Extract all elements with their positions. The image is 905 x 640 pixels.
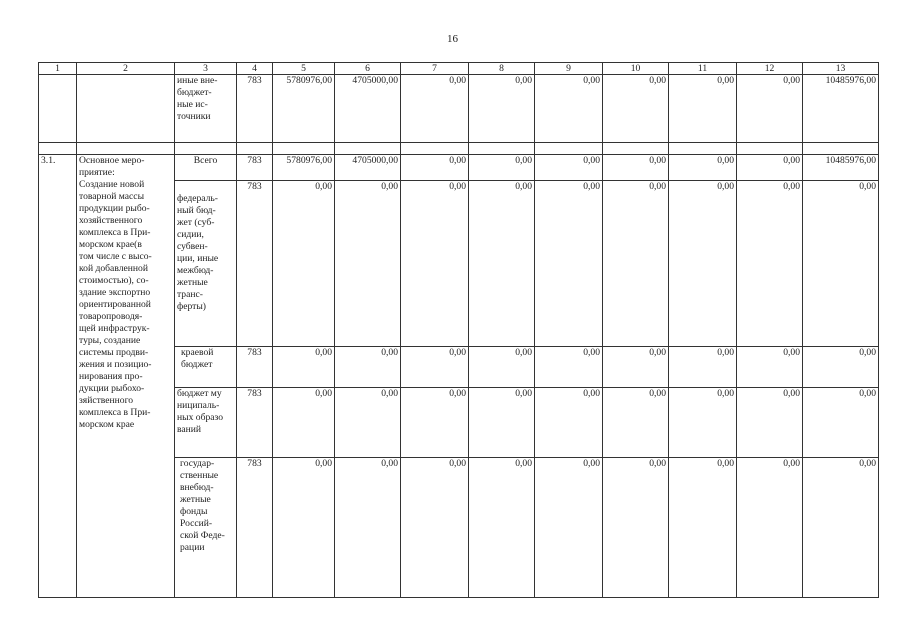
header-cell: 7 (401, 63, 469, 75)
source-cell: Всего (175, 155, 237, 181)
value-cell: 0,00 (803, 347, 879, 388)
section-description: Основное меро- приятие: Создание новой товарной массы продукции рыбо- хозяйственного комплекса в При- морском крае(в том числе с высо- кой добавленной стоимостью), со- здание экспортно ориентированной товаропроводя- щей инфраструк- туры, создание системы продви- жения и позицио- нирования про- дукции рыбохо- зяйственного комплекса в При- морском крае (77, 155, 175, 598)
value-cell: 0,00 (401, 458, 469, 598)
value-cell: 0,00 (335, 181, 401, 347)
header-cell: 1 (39, 63, 77, 75)
value-cell: 5780976,00 (273, 155, 335, 181)
spacer-row (39, 143, 879, 155)
header-cell: 4 (237, 63, 273, 75)
value-cell: 0,00 (669, 155, 737, 181)
value-cell: 0,00 (535, 181, 603, 347)
code-cell: 783 (237, 347, 273, 388)
value-cell: 0,00 (401, 155, 469, 181)
source-cell: государ- ственные внебюд- жетные фонды Россий- ской Феде- рации (175, 458, 237, 598)
value-cell: 0,00 (603, 388, 669, 458)
value-cell: 0,00 (669, 347, 737, 388)
header-cell: 9 (535, 63, 603, 75)
header-cell: 2 (77, 63, 175, 75)
value-cell: 0,00 (401, 347, 469, 388)
code-cell: 783 (237, 155, 273, 181)
code-cell: 783 (237, 458, 273, 598)
code-cell: 783 (237, 75, 273, 143)
value-cell: 0,00 (737, 458, 803, 598)
value-cell: 0,00 (401, 75, 469, 143)
section-index: 3.1. (39, 155, 77, 598)
value-cell: 0,00 (535, 388, 603, 458)
page-number: 16 (447, 33, 458, 45)
description-cell (77, 75, 175, 143)
table-row (39, 155, 879, 181)
source-cell: краевой бюджет (175, 347, 237, 388)
value-cell: 0,00 (273, 388, 335, 458)
value-cell: 0,00 (737, 75, 803, 143)
value-cell: 0,00 (737, 155, 803, 181)
code-cell: 783 (237, 181, 273, 347)
value-cell: 0,00 (335, 347, 401, 388)
value-cell: 0,00 (737, 347, 803, 388)
code-cell: 783 (237, 388, 273, 458)
value-cell: 0,00 (803, 458, 879, 598)
value-cell: 0,00 (273, 347, 335, 388)
header-cell: 11 (669, 63, 737, 75)
source-cell: федераль- ный бюд- жет (суб- сидии, субвен- ции, иные межбюд- жетные транс- ферты) (175, 181, 237, 347)
value-cell: 0,00 (401, 388, 469, 458)
value-cell: 0,00 (535, 347, 603, 388)
header-cell: 6 (335, 63, 401, 75)
value-cell: 0,00 (469, 75, 535, 143)
value-cell: 0,00 (737, 388, 803, 458)
value-cell: 4705000,00 (335, 75, 401, 143)
value-cell: 0,00 (273, 458, 335, 598)
header-cell: 3 (175, 63, 237, 75)
value-cell: 0,00 (669, 458, 737, 598)
value-cell: 0,00 (535, 155, 603, 181)
value-cell: 0,00 (273, 181, 335, 347)
value-cell: 10485976,00 (803, 155, 879, 181)
budget-table (38, 62, 879, 598)
header-cell: 5 (273, 63, 335, 75)
value-cell: 0,00 (469, 181, 535, 347)
value-cell: 0,00 (669, 388, 737, 458)
value-cell: 0,00 (469, 155, 535, 181)
header-cell: 13 (803, 63, 879, 75)
value-cell: 0,00 (535, 458, 603, 598)
source-cell: иные вне- бюджет- ные ис- точники (175, 75, 237, 143)
header-cell: 10 (603, 63, 669, 75)
value-cell: 0,00 (469, 347, 535, 388)
value-cell: 0,00 (469, 458, 535, 598)
header-cell: 12 (737, 63, 803, 75)
source-cell: бюджет му ниципаль- ных образо ваний (175, 388, 237, 458)
value-cell: 4705000,00 (335, 155, 401, 181)
value-cell: 10485976,00 (803, 75, 879, 143)
value-cell: 0,00 (737, 181, 803, 347)
value-cell: 0,00 (803, 388, 879, 458)
value-cell: 0,00 (535, 75, 603, 143)
value-cell: 0,00 (603, 75, 669, 143)
value-cell: 0,00 (469, 388, 535, 458)
value-cell: 0,00 (335, 458, 401, 598)
header-row (39, 63, 879, 75)
header-cell: 8 (469, 63, 535, 75)
value-cell: 0,00 (335, 388, 401, 458)
index-cell (39, 75, 77, 143)
value-cell: 0,00 (401, 181, 469, 347)
value-cell: 0,00 (603, 347, 669, 388)
value-cell: 0,00 (669, 75, 737, 143)
value-cell: 0,00 (803, 181, 879, 347)
table-row (39, 75, 879, 143)
value-cell: 0,00 (669, 181, 737, 347)
value-cell: 5780976,00 (273, 75, 335, 143)
value-cell: 0,00 (603, 181, 669, 347)
value-cell: 0,00 (603, 155, 669, 181)
value-cell: 0,00 (603, 458, 669, 598)
